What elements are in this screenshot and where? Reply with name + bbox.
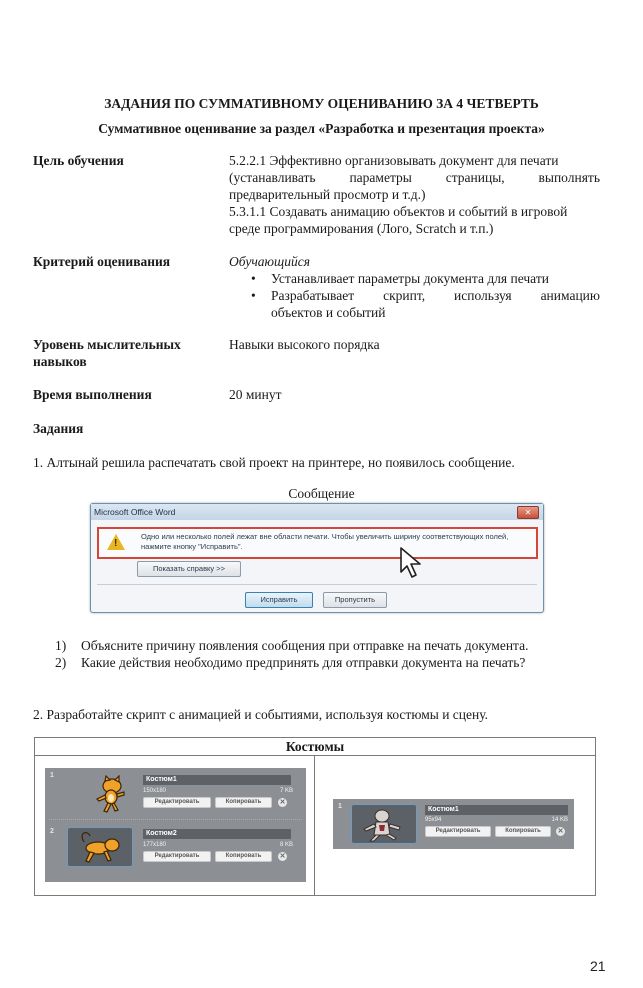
costume-name-field[interactable]: Костюм2 [143, 829, 291, 839]
level-value: Навыки высокого порядка [229, 337, 380, 352]
dialog-titlebar [91, 504, 543, 520]
costume-item[interactable] [45, 768, 306, 824]
page-number: 21 [590, 958, 606, 974]
cat-sprite-icon [68, 828, 132, 866]
copy-costume-button[interactable]: Копировать [215, 797, 272, 808]
costume-item[interactable] [333, 799, 574, 849]
costume-dimensions: 150x180 [143, 788, 167, 794]
warning-icon: ! [107, 534, 125, 550]
character-costume-panel [333, 799, 574, 849]
word-message-dialog [90, 503, 544, 613]
mouse-cursor-icon [399, 546, 425, 580]
task1-text: 1. Алтынай решила распечатать свой проект на принтере, но появилось сообщение. [33, 455, 515, 470]
costume-thumbnail-selected[interactable] [351, 804, 417, 844]
costume-file-size: 14 KB [551, 817, 568, 823]
document-title: ЗАДАНИЯ ПО СУММАТИВНОМУ ОЦЕНИВАНИЮ ЗА 4 ЧЕТВЕРТЬ [104, 96, 539, 111]
word: скрипт, [383, 288, 426, 303]
word: (устанавливать [229, 170, 316, 185]
costume-item[interactable] [45, 824, 306, 882]
costumes-table-header: Костюмы [35, 738, 595, 756]
goal-value [229, 152, 600, 237]
time-value: 20 минут [229, 387, 282, 402]
word: • Разрабатывает [271, 288, 355, 303]
tasks-heading: Задания [33, 421, 84, 436]
copy-costume-button[interactable]: Копировать [495, 826, 551, 837]
costume-thumbnail[interactable] [79, 775, 143, 813]
word: выполнять [538, 170, 600, 185]
question-text: Какие действия необходимо предпринять для отправки документа на печать? [81, 655, 526, 670]
goal-line-3: предварительный просмотр и т.д.) [229, 187, 426, 202]
criteria-value [229, 253, 600, 321]
costume-file-size: 7 KB [279, 788, 293, 794]
table-column-divider [314, 756, 315, 895]
copy-costume-button[interactable]: Копировать [215, 851, 272, 862]
word: параметры [349, 170, 412, 185]
skip-button[interactable]: Пропустить [323, 592, 387, 608]
criteria-item [229, 287, 600, 321]
costumes-table [34, 737, 596, 896]
delete-costume-icon[interactable]: ✕ [557, 828, 564, 835]
criteria-lead: Обучающийся [229, 254, 311, 269]
criteria-label: Критерий оценивания [33, 254, 171, 269]
costume-dimensions: 95x94 [425, 817, 442, 823]
question-number: 1) [55, 638, 67, 653]
edit-costume-button[interactable]: Редактировать [143, 851, 211, 862]
word: используя [454, 288, 512, 303]
edit-costume-button[interactable]: Редактировать [143, 797, 211, 808]
costume-number: 2 [50, 828, 54, 835]
criteria-item: • Устанавливает параметры документа для печати [229, 270, 600, 287]
message-line: нажмите кнопку "Исправить". [141, 542, 243, 551]
question-text: Объясните причину появления сообщения при отправке на печать документа. [81, 638, 529, 653]
task1-questions [33, 637, 613, 671]
level-label-line: навыков [33, 354, 87, 369]
level-label [33, 336, 223, 370]
dialog-title: Microsoft Office Word [94, 507, 176, 517]
message-line: Одно или несколько полей лежат вне области печати. Чтобы увеличить ширину соответствующих полей, [141, 532, 509, 541]
costume-name-field[interactable]: Костюм1 [143, 775, 291, 785]
criteria-list [229, 270, 600, 321]
question-item [33, 654, 613, 671]
edit-costume-button[interactable]: Редактировать [425, 826, 491, 837]
time-label: Время выполнения [33, 387, 152, 402]
word: анимацию [540, 288, 600, 303]
show-help-button[interactable]: Показать справку >> [137, 561, 241, 577]
character-sprite-icon [352, 805, 416, 843]
costume-thumbnail-selected[interactable] [67, 827, 133, 867]
criteria-item-continuation: объектов и событий [271, 305, 386, 320]
cat-costumes-panel [45, 768, 306, 882]
dialog-message [141, 532, 531, 552]
fix-button[interactable]: Исправить [245, 592, 313, 608]
delete-costume-icon[interactable]: ✕ [279, 799, 286, 806]
close-button[interactable]: ✕ [517, 506, 539, 519]
cat-sprite-icon [79, 775, 143, 815]
task2-text: 2. Разработайте скрипт с анимацией и событиями, используя костюмы и сцену. [33, 707, 489, 722]
dialog-message-box [97, 527, 538, 559]
document-subtitle: Суммативное оценивание за раздел «Разработка и презентация проекта» [98, 121, 545, 136]
dialog-caption: Сообщение [288, 486, 355, 501]
goal-label: Цель обучения [33, 153, 124, 168]
goal-line-2 [229, 169, 600, 186]
costume-number: 1 [50, 772, 54, 779]
costume-separator [49, 819, 302, 820]
costume-dimensions: 177x180 [143, 842, 167, 848]
word: страницы, [445, 170, 505, 185]
costume-number: 1 [338, 803, 342, 810]
goal-line-1: 5.2.2.1 Эффективно организовывать документ для печати [229, 153, 559, 168]
dialog-separator [97, 584, 537, 585]
question-number: 2) [55, 655, 67, 670]
question-item [33, 637, 613, 654]
goal-line-5: среде программирования (Лого, Scratch и т.п.) [229, 221, 494, 236]
level-label-line: Уровень мыслительных [33, 337, 181, 352]
costume-name-field[interactable]: Костюм1 [425, 805, 568, 815]
goal-line-4: 5.3.1.1 Создавать анимацию объектов и событий в игровой [229, 204, 568, 219]
costume-file-size: 8 KB [279, 842, 293, 848]
delete-costume-icon[interactable]: ✕ [279, 853, 286, 860]
